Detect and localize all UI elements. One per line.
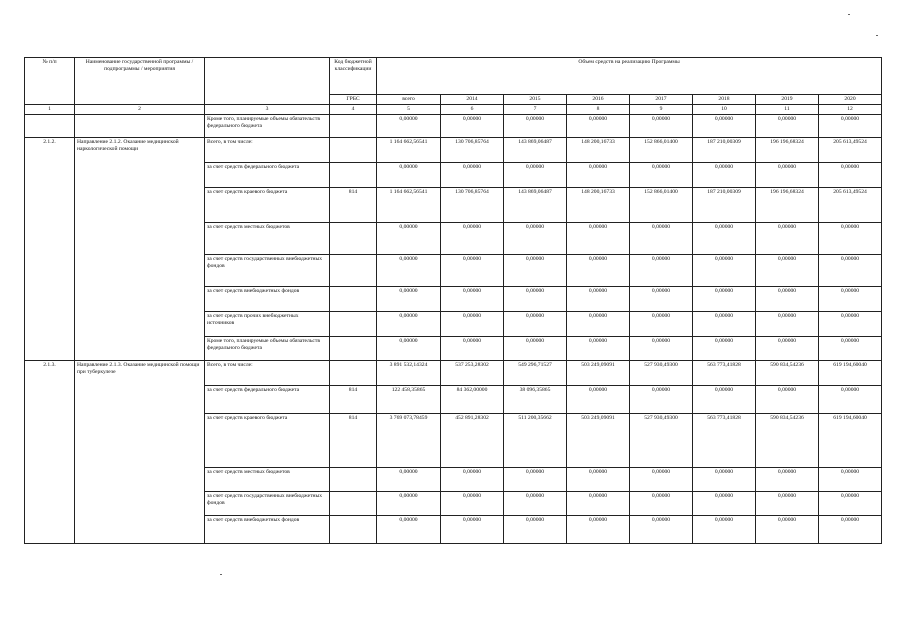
row-value: 0,00000	[819, 163, 882, 188]
row-number	[25, 115, 75, 138]
row-value: 0,00000	[819, 516, 882, 544]
row-value: 0,00000	[441, 492, 504, 516]
row-value: 0,00000	[504, 312, 567, 337]
row-value: 537 253,28302	[441, 361, 504, 386]
row-value: 0,00000	[693, 223, 756, 255]
row-value: 0,00000	[819, 115, 882, 138]
row-value: 0,00000	[567, 223, 630, 255]
row-value: 0,00000	[504, 287, 567, 312]
row-source: за счет средств местных бюджетов	[205, 223, 330, 255]
row-value: 0,00000	[756, 468, 819, 492]
column-number: 1	[25, 105, 75, 115]
row-value: 0,00000	[630, 386, 693, 414]
header-year: 2017	[630, 95, 693, 105]
row-grbs	[330, 115, 377, 138]
row-value: 619 194,60040	[819, 414, 882, 468]
column-number: 3	[205, 105, 330, 115]
row-grbs	[330, 361, 377, 386]
row-value: 549 296,71527	[504, 361, 567, 386]
row-value: 0,00000	[377, 287, 441, 312]
table-row	[25, 115, 882, 138]
row-value: 0,00000	[756, 516, 819, 544]
row-value: 0,00000	[567, 255, 630, 287]
row-source: за счет средств внебюджетных фондов	[205, 287, 330, 312]
row-source: за счет средств федерального бюджета	[205, 386, 330, 414]
row-value: 0,00000	[756, 312, 819, 337]
row-grbs	[330, 516, 377, 544]
row-value: 0,00000	[504, 337, 567, 361]
row-value: 0,00000	[377, 492, 441, 516]
row-source: за счет средств прочих внебюджетных источников	[205, 312, 330, 337]
row-value: 0,00000	[630, 492, 693, 516]
row-source: Кроме того, планируемые объемы обязательств федерального бюджета	[205, 337, 330, 361]
row-value: 0,00000	[504, 115, 567, 138]
row-value: 0,00000	[756, 223, 819, 255]
row-value: 0,00000	[567, 115, 630, 138]
row-source: за счет средств внебюджетных фондов	[205, 516, 330, 544]
row-value: 0,00000	[630, 468, 693, 492]
row-value: 0,00000	[630, 516, 693, 544]
row-name	[75, 115, 205, 138]
row-value: 0,00000	[756, 386, 819, 414]
row-value: 0,00000	[441, 163, 504, 188]
row-value: 130 706,85764	[441, 138, 504, 163]
header-blank	[205, 58, 330, 105]
row-value: 187 210,00309	[693, 188, 756, 223]
column-number: 10	[693, 105, 756, 115]
row-value: 38 096,35865	[504, 386, 567, 414]
row-grbs	[330, 255, 377, 287]
row-value: 0,00000	[756, 287, 819, 312]
row-source: за счет средств краевого бюджета	[205, 414, 330, 468]
row-value: 0,00000	[567, 386, 630, 414]
row-value: 0,00000	[441, 255, 504, 287]
row-value: 1 164 662,56541	[377, 188, 441, 223]
row-value: 0,00000	[819, 337, 882, 361]
row-value: 563 773,41828	[693, 361, 756, 386]
row-value: 148 200,16733	[567, 188, 630, 223]
row-value: 0,00000	[693, 255, 756, 287]
row-value: 527 930,49300	[630, 361, 693, 386]
row-value: 205 613,49524	[819, 188, 882, 223]
row-value: 0,00000	[377, 223, 441, 255]
row-value: 0,00000	[504, 223, 567, 255]
row-value: 0,00000	[567, 312, 630, 337]
row-value: 122 458,35865	[377, 386, 441, 414]
row-value: 0,00000	[567, 492, 630, 516]
row-source: за счет средств государственных внебюджетных фондов	[205, 492, 330, 516]
column-number: 9	[630, 105, 693, 115]
header-row	[25, 58, 882, 95]
row-value: 196 196,68324	[756, 138, 819, 163]
row-value: 0,00000	[504, 468, 567, 492]
budget-table	[24, 57, 882, 544]
table-row	[25, 361, 882, 386]
header-funds: Объем средств на реализацию Программы	[377, 58, 882, 95]
row-value: 0,00000	[377, 115, 441, 138]
row-value: 0,00000	[504, 255, 567, 287]
row-value: 0,00000	[567, 163, 630, 188]
row-value: 143 869,06487	[504, 188, 567, 223]
row-grbs	[330, 468, 377, 492]
row-value: 0,00000	[756, 337, 819, 361]
row-value: 205 613,49524	[819, 138, 882, 163]
row-source: за счет средств краевого бюджета	[205, 188, 330, 223]
row-value: 0,00000	[504, 516, 567, 544]
row-grbs	[330, 312, 377, 337]
row-value: 143 869,06487	[504, 138, 567, 163]
row-value: 0,00000	[630, 337, 693, 361]
row-value: 527 930,49300	[630, 414, 693, 468]
row-value: 0,00000	[377, 255, 441, 287]
row-value: 0,00000	[441, 115, 504, 138]
row-value: 0,00000	[377, 163, 441, 188]
row-value: 0,00000	[693, 386, 756, 414]
row-value: 0,00000	[630, 163, 693, 188]
row-value: 187 210,00309	[693, 138, 756, 163]
row-source: Всего, в том числе:	[205, 138, 330, 163]
row-value: 3 891 532,14324	[377, 361, 441, 386]
row-value: 0,00000	[377, 337, 441, 361]
row-value: 196 196,68324	[756, 188, 819, 223]
row-value: 152 866,01400	[630, 138, 693, 163]
row-value: 0,00000	[756, 163, 819, 188]
row-number: 2.1.2.	[25, 138, 75, 361]
row-value: 0,00000	[756, 115, 819, 138]
header-year: 2016	[567, 95, 630, 105]
row-value: 0,00000	[567, 516, 630, 544]
row-grbs	[330, 287, 377, 312]
header-grbs: ГРБС	[330, 95, 377, 105]
row-value: 0,00000	[630, 223, 693, 255]
row-value: 0,00000	[630, 255, 693, 287]
row-value: 503 249,09091	[567, 414, 630, 468]
row-value: 503 249,09091	[567, 361, 630, 386]
row-value: 0,00000	[377, 312, 441, 337]
row-value: 0,00000	[819, 492, 882, 516]
row-value: 452 891,28302	[441, 414, 504, 468]
row-name: Направление 2.1.3. Оказание медицинской помощи при туберкулезе	[75, 361, 205, 544]
row-value: 590 834,54236	[756, 414, 819, 468]
row-value: 0,00000	[567, 337, 630, 361]
row-value: 0,00000	[377, 468, 441, 492]
table-row	[25, 138, 882, 163]
row-value: 0,00000	[819, 468, 882, 492]
row-value: 152 866,01400	[630, 188, 693, 223]
row-value: 0,00000	[819, 223, 882, 255]
row-value: 0,00000	[567, 468, 630, 492]
row-value: 0,00000	[441, 223, 504, 255]
row-grbs: 814	[330, 414, 377, 468]
row-value: 590 834,54236	[756, 361, 819, 386]
row-value: 0,00000	[756, 492, 819, 516]
header-year: 2019	[756, 95, 819, 105]
row-value: 0,00000	[630, 312, 693, 337]
row-grbs: 814	[330, 188, 377, 223]
column-number: 2	[75, 105, 205, 115]
header-year: 2020	[819, 95, 882, 105]
row-value: 0,00000	[756, 255, 819, 287]
column-numbers-row	[25, 105, 882, 115]
row-value: 0,00000	[693, 337, 756, 361]
row-value: 563 773,41828	[693, 414, 756, 468]
header-year: всего	[377, 95, 441, 105]
header-year: 2015	[504, 95, 567, 105]
header-year: 2018	[693, 95, 756, 105]
header-code: Код бюджетной классификации	[330, 58, 377, 95]
row-value: 148 200,16733	[567, 138, 630, 163]
column-number: 8	[567, 105, 630, 115]
row-value: 0,00000	[693, 163, 756, 188]
row-value: 84 362,00000	[441, 386, 504, 414]
row-value: 0,00000	[630, 287, 693, 312]
column-number: 11	[756, 105, 819, 115]
row-value: 0,00000	[441, 468, 504, 492]
row-name: Направление 2.1.2. Оказание медицинской наркологической помощи	[75, 138, 205, 361]
row-value: 0,00000	[693, 468, 756, 492]
row-value: 0,00000	[693, 312, 756, 337]
row-grbs	[330, 163, 377, 188]
row-grbs	[330, 337, 377, 361]
column-number: 12	[819, 105, 882, 115]
row-value: 0,00000	[504, 492, 567, 516]
row-value: 130 706,85764	[441, 188, 504, 223]
row-value: 1 164 662,56541	[377, 138, 441, 163]
row-value: 0,00000	[819, 386, 882, 414]
row-grbs	[330, 492, 377, 516]
scan-speck	[876, 35, 878, 36]
row-value: 0,00000	[693, 115, 756, 138]
row-source: за счет средств федерального бюджета	[205, 163, 330, 188]
header-year: 2014	[441, 95, 504, 105]
row-value: 0,00000	[441, 337, 504, 361]
row-value: 511 200,35662	[504, 414, 567, 468]
column-number: 6	[441, 105, 504, 115]
row-grbs	[330, 223, 377, 255]
row-value: 0,00000	[693, 492, 756, 516]
row-source: Кроме того, планируемые объемы обязательств федерального бюджета	[205, 115, 330, 138]
row-value: 0,00000	[504, 163, 567, 188]
row-value: 0,00000	[819, 255, 882, 287]
row-value: 0,00000	[441, 312, 504, 337]
row-value: 619 194,60040	[819, 361, 882, 386]
header-number: № п/п	[25, 58, 75, 105]
header-name: Наименование государственной программы / подпрограммы / мероприятия	[75, 58, 205, 105]
row-value: 0,00000	[630, 115, 693, 138]
row-value: 0,00000	[567, 287, 630, 312]
row-value: 0,00000	[441, 287, 504, 312]
row-value: 0,00000	[693, 516, 756, 544]
row-value: 0,00000	[819, 287, 882, 312]
row-number: 2.1.3.	[25, 361, 75, 544]
row-grbs: 814	[330, 386, 377, 414]
scan-speck	[220, 574, 222, 575]
row-value: 0,00000	[377, 516, 441, 544]
row-value: 3 769 073,78459	[377, 414, 441, 468]
row-source: за счет средств местных бюджетов	[205, 468, 330, 492]
row-grbs	[330, 138, 377, 163]
column-number: 5	[377, 105, 441, 115]
row-source: Всего, в том числе:	[205, 361, 330, 386]
column-number: 4	[330, 105, 377, 115]
row-value: 0,00000	[441, 516, 504, 544]
row-value: 0,00000	[693, 287, 756, 312]
row-value: 0,00000	[819, 312, 882, 337]
column-number: 7	[504, 105, 567, 115]
scan-speck	[848, 14, 850, 15]
row-source: за счет средств государственных внебюджетных фондов	[205, 255, 330, 287]
